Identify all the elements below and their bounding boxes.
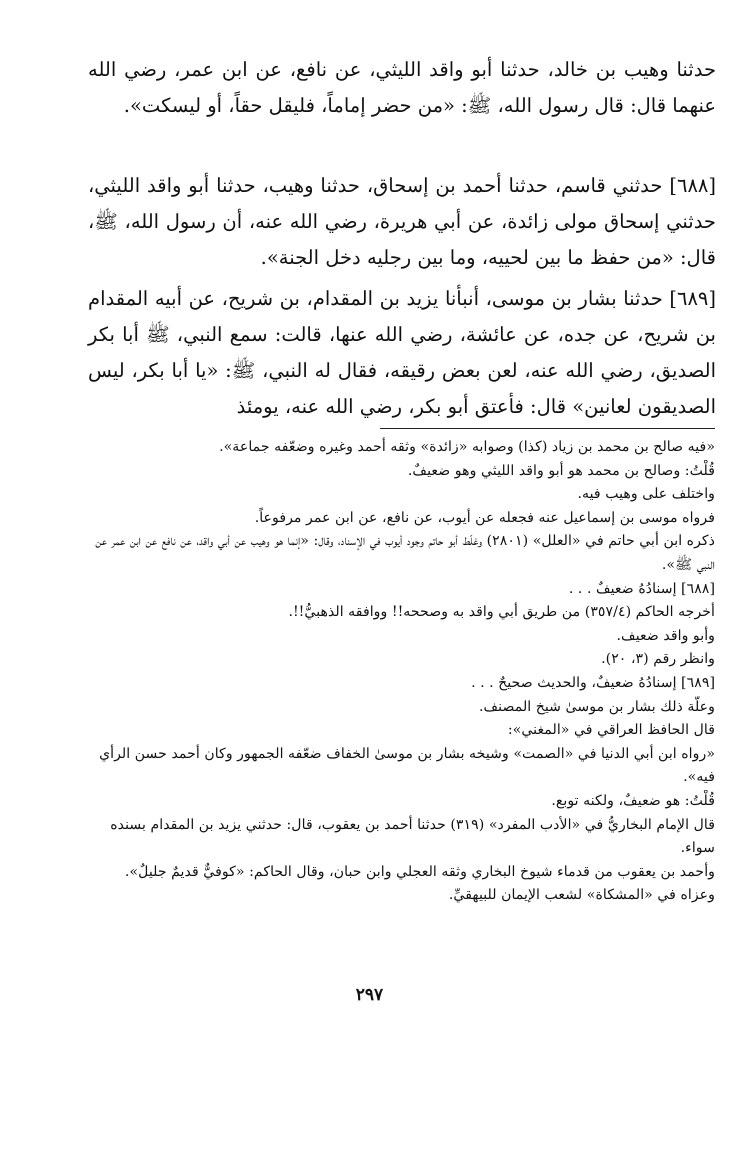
footnote-line: قال الإمام البخاريُّ في «الأدب المفرد» (٣١٩) حدثنا أحمد بن يعقوب، قال: حدثني يزيد بن المقدام بسنده سواء. — [110, 816, 715, 857]
footnote-line: ذكره ابن أبي حاتم في «العلل» (٢٨٠١) وغلّط أبو حاتم وجود أيوب في الإسناد، وقال: «إنما هو وهيب عن أبي واقد، عن نافع عن ابن عمر عن النبي ﷺ». — [95, 533, 715, 573]
page-number: ٢٩٧ — [355, 985, 384, 1005]
hadith-text: [٦٨٩] حدثنا بشار بن موسى، أنبأنا يزيد بن المقدام، بن شريح، عن أبيه المقدام بن شريح، عن جده، عن عائشة، رضي الله عنها، قالت: سمع النبي، ﷺ أبا بكر الصديق، رضي الله عنه، لعن بعض رقيقه، فقال له النبي، ﷺ: «يا أبا بكر، ليس الصديقون لعانين» قال: فأعتق أبو بكر، رضي الله عنه، يومئذ — [88, 287, 716, 418]
hadith-paragraph-688 — [88, 168, 716, 276]
footnote-line: قال الحافظ العراقي في «المغني»: — [507, 722, 715, 739]
footnote-line: فرواه موسى بن إسماعيل عنه فجعله عن أيوب، عن نافع، عن ابن عمر مرفوعاً. — [254, 509, 715, 526]
footnote-line: «فيه صالح بن محمد بن زياد (كذا) وصوابه «زائدة» وثقه أحمد وغيره وضعّفه جماعة». — [219, 439, 715, 455]
footnote-line: «رواه ابن أبي الدنيا في «الصمت» وشيخه بشار بن موسىٰ الخفاف ضعّفه الجمهور وكان أحمد حسن الرأي فيه». — [99, 745, 715, 786]
footnote-line: وانظر رقم (٣، ٢٠). — [601, 651, 715, 668]
footnote-line: وأبو واقد ضعيف. — [616, 627, 715, 644]
footnote-line: واختلف على وهيب فيه. — [577, 486, 715, 503]
footnote-line: وعلّة ذلك بشار بن موسىٰ شيخ المصنف. — [478, 698, 715, 715]
footnotes — [88, 436, 715, 908]
footnote-line: قُلْتُ: هو ضعيفٌ، ولكنه توبع. — [551, 792, 715, 809]
footnote-line: قُلْتُ: وصالح بن محمد هو أبو واقد الليثي وهو ضعيفٌ. — [407, 462, 715, 479]
footnote-line: وأحمد بن يعقوب من قدماء شيوخ البخاري وثقه العجلي وابن حبان، وقال الحاكم: «كوفيٌّ قديمٌ جليلٌ». — [124, 863, 715, 880]
hadith-paragraph-1 — [88, 52, 716, 124]
hadith-text: حدثنا وهيب بن خالد، حدثنا أبو واقد الليثي، عن نافع، عن ابن عمر، رضي الله عنهما قال: قال رسول الله، ﷺ: «من حضر إماماً، فليقل حقاً، أو ليسكت». — [88, 58, 716, 117]
footnote-line: أخرجه الحاكم (٣٥٧/٤) من طريق أبي واقد به وصححه!! ووافقه الذهبيُّ!!. — [288, 604, 715, 621]
footnote-line: وعزاه في «المشكاة» لشعب الإيمان للبيهقيِّ. — [448, 887, 715, 904]
hadith-paragraph-689 — [88, 281, 716, 425]
footnote-line: [٦٨٩] إسنادُهُ ضعيفٌ، والحديث صحيحٌ . . . — [471, 674, 715, 691]
hadith-text: [٦٨٨] حدثني قاسم، حدثنا أحمد بن إسحاق، حدثنا وهيب، حدثنا أبو واقد الليثي، حدثني إسحاق مولى زائدة، عن أبي هريرة، رضي الله عنه، أن رسول الله، ﷺ، قال: «من حفظ ما بين لحييه، وما بين رجليه دخل الجنة». — [88, 174, 716, 269]
footnote-divider — [380, 428, 715, 429]
footnote-line: [٦٨٨] إسنادُهُ ضعيفٌ . . . — [568, 580, 715, 597]
